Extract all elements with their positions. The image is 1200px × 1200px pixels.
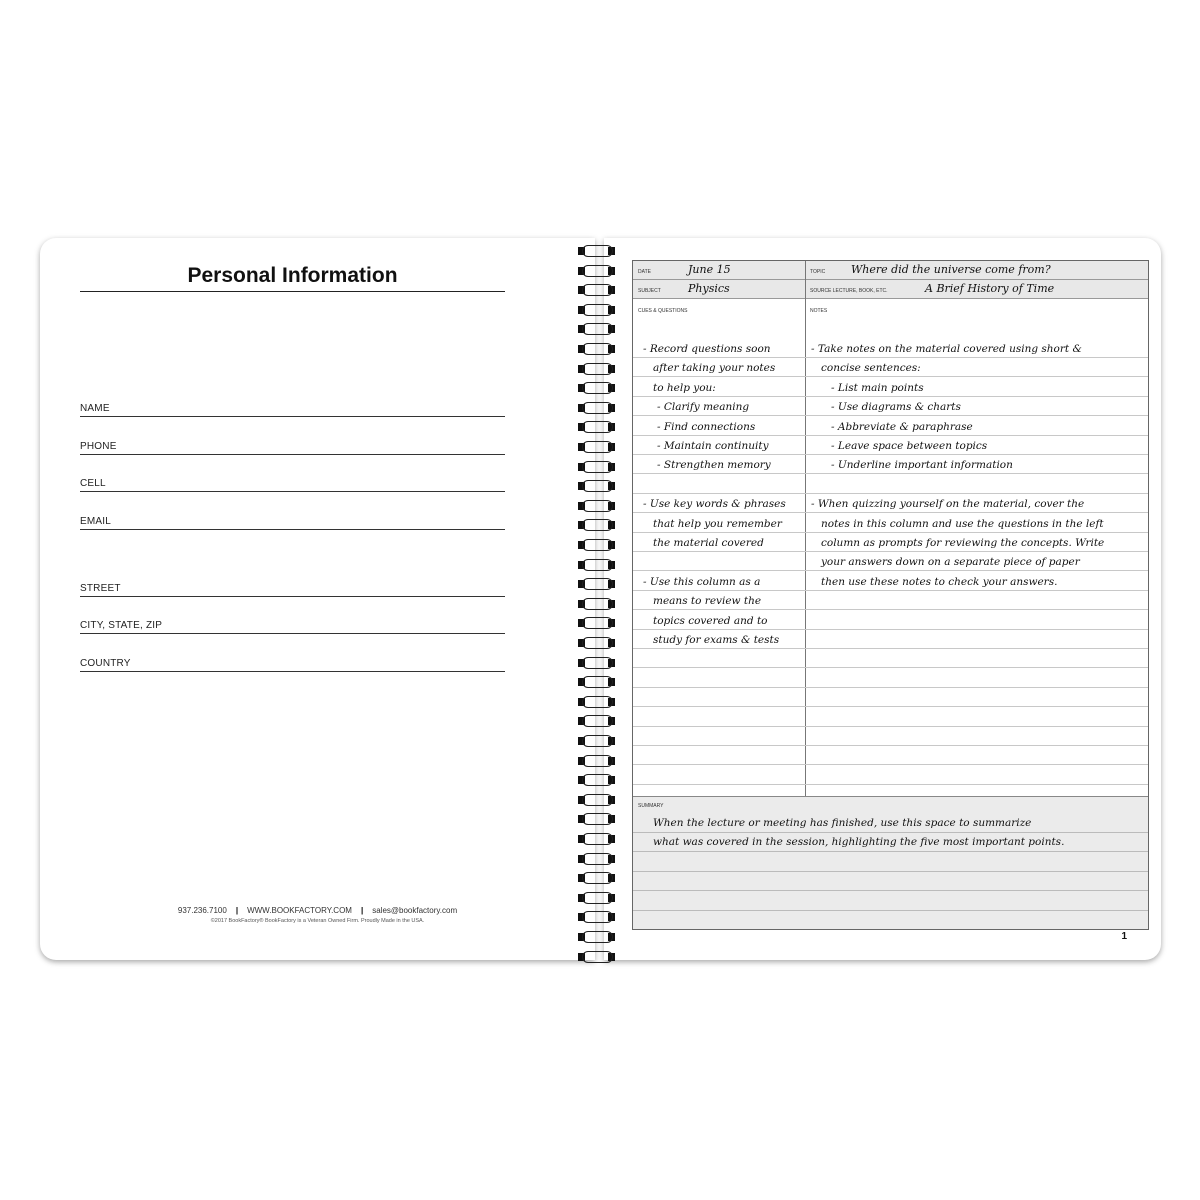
coil-wire [582, 559, 613, 571]
spiral-coil [574, 420, 618, 434]
spiral-coil [574, 538, 618, 552]
spiral-coil [574, 381, 618, 395]
coil-wire [582, 853, 613, 865]
spiral-coil [574, 401, 618, 415]
notes-text[interactable] [811, 340, 1104, 592]
cue-line: the material covered [653, 537, 764, 550]
spiral-coil [574, 303, 618, 317]
spiral-coil [574, 362, 618, 376]
page-number: 1 [1121, 931, 1127, 942]
spiral-coil [574, 871, 618, 885]
coil-wire [582, 382, 613, 394]
city-state-zip-label: CITY, STATE, ZIP [80, 620, 163, 631]
spiral-binding [574, 238, 624, 960]
cue-line: - Find connections [657, 420, 756, 433]
rule-line [633, 890, 1148, 891]
footer-email: sales@bookfactory.com [372, 906, 458, 915]
city-state-zip-field[interactable] [80, 621, 505, 634]
coil-wire [582, 519, 613, 531]
coil-wire [582, 265, 613, 277]
coil-wire [582, 892, 613, 904]
note-line: column as prompts for reviewing the concepts. Write [821, 537, 1105, 550]
cue-line: - Use key words & phrases [643, 498, 786, 511]
coil-wire [582, 304, 613, 316]
notes-grid [632, 260, 1149, 930]
note-line: then use these notes to check your answers. [821, 575, 1058, 588]
summary-section [633, 796, 1148, 930]
note-line: concise sentences: [821, 362, 921, 375]
cue-line: means to review the [653, 595, 762, 608]
note-line: - List main points [831, 381, 924, 394]
spiral-coil [574, 812, 618, 826]
spiral-coil [574, 264, 618, 278]
spiral-coil [574, 518, 618, 532]
header-row-date-topic [633, 261, 1148, 280]
date-value[interactable]: June 15 [688, 263, 731, 276]
cue-line: to help you: [653, 381, 716, 394]
coil-wire [582, 755, 613, 767]
spiral-coil [574, 597, 618, 611]
spiral-coil [574, 460, 618, 474]
subject-value[interactable]: Physics [688, 282, 730, 295]
country-field[interactable] [80, 659, 505, 672]
spiral-coil [574, 714, 618, 728]
spiral-coil [574, 616, 618, 630]
note-line: your answers down on a separate piece of paper [821, 556, 1080, 569]
phone-field[interactable] [80, 442, 505, 455]
note-line: - When quizzing yourself on the material, cover the [811, 498, 1085, 511]
rule-line [633, 706, 1148, 707]
note-line: - Leave space between topics [831, 440, 988, 453]
spiral-coil [574, 342, 618, 356]
coil-wire [582, 461, 613, 473]
coil-wire [582, 833, 613, 845]
cue-line: study for exams & tests [653, 634, 780, 647]
coil-wire [582, 421, 613, 433]
header-row-subject-source [633, 280, 1148, 299]
cell-label: CELL [80, 478, 106, 489]
country-label: COUNTRY [80, 658, 131, 669]
rule-line [633, 687, 1148, 688]
date-label: DATE [638, 269, 651, 275]
cell-field[interactable] [80, 479, 505, 492]
spiral-coil [574, 773, 618, 787]
coil-wire [582, 774, 613, 786]
left-page-personal-information [40, 238, 595, 960]
email-label: EMAIL [80, 516, 112, 527]
spiral-coil [574, 675, 618, 689]
coil-wire [582, 637, 613, 649]
page-title: Personal Information [187, 264, 398, 287]
coil-wire [582, 617, 613, 629]
summary-line: When the lecture or meeting has finished, use this space to summarize [653, 817, 1032, 829]
spiral-coil [574, 734, 618, 748]
rule-line [633, 784, 1148, 785]
spiral-coil [574, 440, 618, 454]
summary-line: what was covered in the session, highlighting the five most important points. [653, 836, 1065, 849]
coil-wire [582, 343, 613, 355]
footer-separator: | [360, 906, 364, 915]
rule-line [633, 745, 1148, 746]
source-value[interactable]: A Brief History of Time [925, 282, 1055, 295]
rule-line [633, 764, 1148, 765]
coil-wire [582, 696, 613, 708]
coil-wire [582, 441, 613, 453]
cue-line: - Strengthen memory [657, 459, 771, 472]
spiral-coil [574, 322, 618, 336]
note-line: notes in this column and use the questions in the left [821, 517, 1104, 530]
right-page-cornell-notes [604, 238, 1161, 960]
coil-wire [582, 676, 613, 688]
title-underline [80, 291, 505, 292]
cue-line: - Use this column as a [643, 575, 761, 588]
note-line [811, 476, 1104, 495]
footer-website: WWW.BOOKFACTORY.COM [247, 906, 352, 915]
email-field[interactable] [80, 517, 505, 530]
summary-label: SUMMARY [638, 803, 664, 809]
street-field[interactable] [80, 584, 505, 597]
cue-line: that help you remember [653, 517, 782, 530]
footer-fine-print: ©2017 BookFactory® BookFactory is a Veteran Owned Firm. Proudly Made in the USA. [210, 918, 425, 924]
coil-wire [582, 813, 613, 825]
spiral-coil [574, 754, 618, 768]
note-line: - Take notes on the material covered using short & [811, 343, 1082, 355]
spiral-coil [574, 930, 618, 944]
phone-label: PHONE [80, 441, 117, 452]
coil-wire [582, 794, 613, 806]
coil-wire [582, 323, 613, 335]
coil-wire [582, 872, 613, 884]
cue-line: topics covered and to [653, 614, 768, 627]
spiral-coil [574, 577, 618, 591]
coil-wire [582, 363, 613, 375]
name-label: NAME [80, 403, 110, 414]
rule-line [633, 929, 1148, 930]
coil-wire [582, 480, 613, 492]
coil-wire [582, 931, 613, 943]
contact-footer [40, 906, 595, 915]
cue-line: after taking your notes [653, 362, 776, 375]
rule-line [633, 667, 1148, 668]
spiral-coil [574, 244, 618, 258]
note-line: - Abbreviate & paraphrase [831, 420, 973, 433]
spiral-coil [574, 558, 618, 572]
spiral-coil [574, 499, 618, 513]
footer-phone: 937.236.7100 [177, 906, 227, 915]
coil-wire [582, 245, 613, 257]
spiral-coil [574, 910, 618, 924]
spiral-coil [574, 283, 618, 297]
coil-wire [582, 539, 613, 551]
summary-text[interactable] [653, 814, 1064, 853]
cue-line: - Maintain continuity [657, 440, 769, 453]
column-divider [805, 261, 806, 796]
footer-separator: | [235, 906, 239, 915]
source-label: SOURCE LECTURE, BOOK, ETC. [810, 288, 888, 294]
coil-wire [582, 951, 613, 963]
spiral-coil [574, 950, 618, 964]
cue-line [643, 476, 786, 495]
rule-line [633, 910, 1148, 911]
coil-wire [582, 578, 613, 590]
spiral-coil [574, 656, 618, 670]
cue-line: - Record questions soon [643, 343, 771, 355]
coil-wire [582, 735, 613, 747]
topic-label: TOPIC [810, 269, 826, 275]
coil-wire [582, 284, 613, 296]
coil-wire [582, 911, 613, 923]
coil-wire [582, 715, 613, 727]
spiral-coil [574, 891, 618, 905]
spiral-coil [574, 479, 618, 493]
coil-wire [582, 500, 613, 512]
topic-value[interactable]: Where did the universe come from? [851, 263, 1051, 276]
spiral-coil [574, 852, 618, 866]
coil-wire [582, 402, 613, 414]
spiral-coil [574, 695, 618, 709]
name-field[interactable] [80, 404, 505, 417]
rule-line [633, 871, 1148, 872]
cues-text[interactable] [643, 340, 786, 651]
cues-label: CUES & QUESTIONS [638, 308, 688, 314]
subject-label: SUBJECT [638, 288, 661, 294]
note-line: - Use diagrams & charts [831, 401, 961, 414]
spiral-coil [574, 832, 618, 846]
coil-wire [582, 657, 613, 669]
spiral-coil [574, 636, 618, 650]
cue-line [643, 553, 786, 572]
rule-line [633, 726, 1148, 727]
street-label: STREET [80, 583, 121, 594]
coil-wire [582, 598, 613, 610]
notes-label: NOTES [810, 308, 828, 314]
cue-line: - Clarify meaning [657, 401, 750, 414]
spiral-coil [574, 793, 618, 807]
note-line: - Underline important information [831, 459, 1013, 472]
